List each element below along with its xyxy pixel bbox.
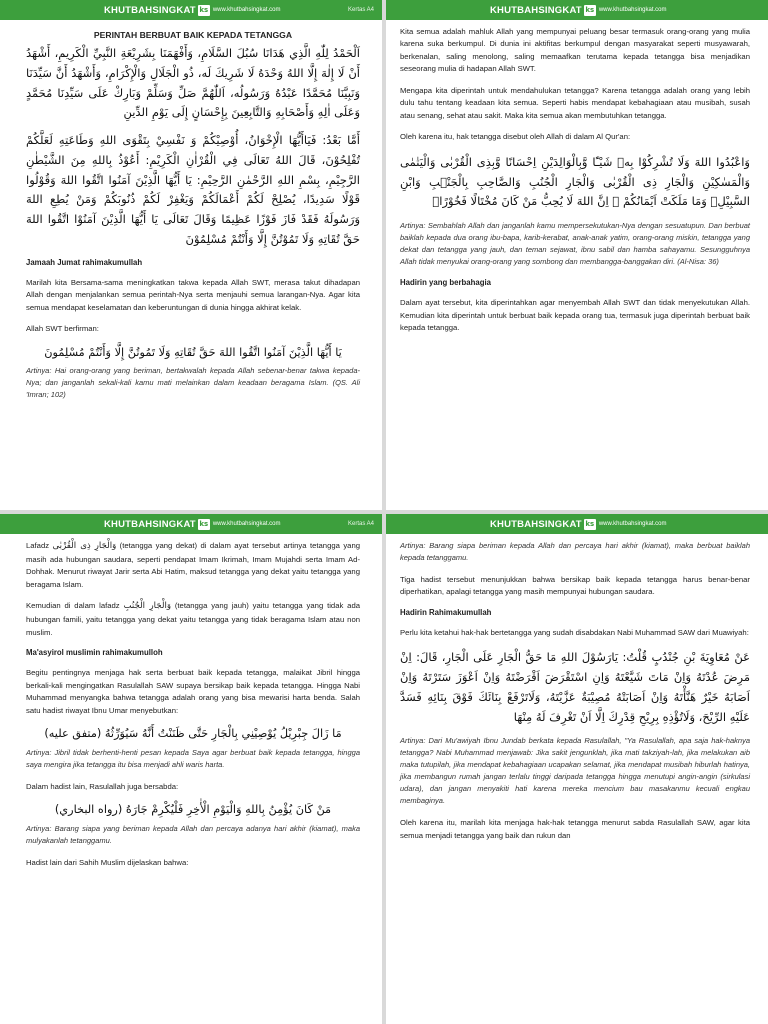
brand-name: KHUTBAHSINGKAT: [490, 518, 582, 530]
arabic-hadith: مَنْ كَانَ يُؤْمِنُ بِاللهِ وَالْيَوْمِ الْأٰخِرِ فَلْيُكْرِمْ جَارَهُ (رواه البخاري): [54, 803, 332, 817]
page-4: [386, 514, 768, 1024]
translation: Artinya: Barang siapa yang beriman kepada Allah dan percaya adanya hari akhir (kiamat), maka mulyakanlah tetanggamu.: [26, 824, 360, 846]
translation: Artinya: Barang siapa beriman kepada Allah dan percaya hari akhir (kiamat), maka berbuat baiklah kepada tetanggamu.: [400, 541, 750, 562]
site-url: www.khutbahsingkat.com: [212, 521, 281, 527]
page-title: PERINTAH BERBUAT BAIK KEPADA TETANGGA: [93, 30, 293, 40]
site-url: www.khutbahsingkat.com: [598, 7, 667, 13]
page-3: [0, 514, 382, 1024]
brand-logo-icon: ks: [199, 5, 209, 14]
arabic-hadith: مَا زَالَ جِبْرِيْلُ يُوْصِيْنِي بِالْجَارِ حَتَّى ظَنَنْتُ أَنَّهُ سَيُوَرِّثُهُ (متفق عليه): [44, 727, 342, 741]
arabic-opening: اَلْحَمْدُ لِلّٰهِ الَّذِي هَدَانَا سُبُلَ السَّلَامِ، وَأَفْهَمَنَا بِشَرِيْعَةِ النَّبِيِّ الْكَرِيمِ، أَشْهَدُ أَنْ لَا إِلٰهَ إِلَّا اللهُ وَحْدَهُ لَا شَرِيكَ لَه، ذُو الْجَلَالِ وَالْإِكْرَامِ، وَأَشْهَدُ أَنَّ سَيِّدَنَا وَنَبِيَّنَا مُحَمَّدًا عَبْدُهُ وَرَسُولُه، اَللّٰهُمَّ صَلِّ وَسَلِّمْ وَبَارِكْ عَلَى سَيِّدِنَا مُحَمَّدٍ وَعَلَى اٰلِهِ وَأَصْحَابِهِ وَالتَّابِعِينَ بِإِحْسَانٍ إِلَى يَوْمِ الدِّينِ: [26, 46, 360, 120]
paragraph: Begitu pentingnya menjaga hak serta berbuat baik kepada tetangga, malaikat Jibril hingga berkali-kali mengingatkan Rasulallah SAW supaya bersikap baik kepada tetangga. Hingga Nabi Muhammad menyangka bahwa tetangga adalah orang yang bisa mewarisi harta benda. Salah satu hadist riwayat Ibnu Umar menyebutkan:: [26, 668, 360, 715]
inline-arabic: وَالْجَارِ الْجُنُبِ: [123, 601, 171, 612]
section-heading: Hadirin Rahimakumullah: [400, 607, 492, 617]
brand-logo-icon: ks: [585, 5, 595, 14]
brand-logo-icon: ks: [585, 519, 595, 528]
paragraph: Allah SWT berfirman:: [26, 324, 99, 334]
paragraph: Dalam ayat tersebut, kita diperintahkan agar menyembah Allah SWT dan tidak menyekutukan Allah. Kemudian kita diperintah untuk berbuat baik kepada orang tua, termasuk juga diperintah berbuat baik kepada tetangga.: [400, 298, 750, 332]
page-header: [0, 0, 382, 20]
paragraph: Perlu kita ketahui hak-hak bertetangga yang sudah disabdakan Nabi Muhammad SAW dari Muawiyah:: [400, 627, 749, 637]
paragraph: Tiga hadist tersebut menunjukkan bahwa bersikap baik kepada tetangga harus benar-benar diperhatikan, apalagi tetangga yang masih mempunyai hubungan saudara.: [400, 575, 750, 597]
text-run: (tetangga yang jauh) yaitu tetangga yang tidak ada hubungan famili, yaitu tetangga yang dekat yaitu tetangga yang tidak beragama Islam atau non muslim.: [26, 601, 360, 637]
arabic-hadith: عَنْ مُعَاوِيَةَ بْنِ جُنْدُبٍ قُلْتُ: يَارَسُوْلَ اللهِ مَا حَقُّ الْجَارِ عَلَى الْجَارِ، قَالَ: اِنْ مَرِضَ عُدْتَهُ وَاِنْ مَاتَ شَيَّعْتَهُ وَاِنِ اسْتَقْرَضَ اَقْرَضْتَهُ وَاِنْ اَعْوَزَ سَتَرْتَهُ وَاِنْ اَصَابَهُ خَيْرٌ هَنَّأْتَهُ وَاِنْ اَصَابَتْهُ مُصِيْبَةٌ عَزَّيْتَهُ، وَلَاتَرْفَعْ بِنَائَكَ فَوْقَ بِنَائِهِ فَسَدَّ عَلَيْهِ الرِّيْحَ، وَلَاتُؤْذِهِ بِرِيْحِ قِدْرِكَ اِلَّا اَنْ تَغْرِفَ لَهُ مِنْهَا: [400, 650, 750, 724]
page-2: [386, 0, 768, 510]
paragraph: Mengapa kita diperintah untuk mendahulukan tetangga? Karena tetangga adalah orang yang lebih dulu tahu tentang keadaan kita semua. Seperti habis mendapat kebahagiaan atau musibah, susah atau senang, sehat atau sakit. Maka kita semua akan membutuhkan tetangga.: [400, 85, 750, 120]
translation: Artinya: Jibril tidak berhenti-henti pesan kepada Saya agar berbuat baik kepada tetangga, hingga saya mengira jika tetangga itu bisa menjadi ahli waris harta.: [26, 748, 360, 769]
text-run: Kemudian di dalam lafadz: [26, 601, 124, 611]
brand-name: KHUTBAHSINGKAT: [104, 4, 196, 16]
brand-name: KHUTBAHSINGKAT: [490, 4, 582, 16]
page-header: [0, 514, 382, 534]
arabic-verse: وَاعْبُدُوا اللهَ وَلَا تُشْرِكُوْا بِهٖ شَيْـًٔا وَّبِالْوَالِدَيْنِ اِحْسَانًا وَّبِذِى الْقُرْبٰى وَالْيَتٰمٰى وَالْمَسٰكِيْنِ وَالْجَارِ ذِى الْقُرْبٰى وَالْجَارِ الْجُنُبِ وَالصَّاحِبِ بِالْجَنْۢبِ وَابْنِ السَّبِيْلِۙ وَمَا مَلَكَتْ اَيْمَانُكُمْ ۗ اِنَّ اللهَ لَا يُحِبُّ مَنْ كَانَ مُخْتَالًا فَخُوْرًاۙ: [400, 154, 750, 209]
translation: Artinya: Sembahlah Allah dan janganlah kamu mempersekutukan-Nya dengan sesuatupun. Dan berbuat baiklah kepada dua orang ibu-bapa, karib-kerabat, anak-anak yatim, orang-orang miskin, tetangga yang dekat dan tetangga yang jauh, dan teman sejawat, ibnu sabil dan hamba sahayamu. Sesungguhnya Allah tidak menyukai orang-orang yang sombong dan membangga-banggakan diri. (Al-Nisa: 36): [400, 221, 750, 267]
paragraph: Oleh karena itu, marilah kita menjaga hak-hak tetangga menurut sabda Rasulallah SAW, agar kita semua menjadi tetangga yang baik dan rukun dan: [400, 818, 750, 840]
translation: Artinya: Dari Mu'awiyah Ibnu Jundab berkata kepada Rasulallah, "Ya Rasulallah, apa saja hak-haknya tetangga? Nabi Muhammad menjawab: Jika sakit jengunklah, jika mati takziyah-lah, jika melakukan aib maka tutupilah, jika mendapat kebahagiaan ucapakan selamat, jika mendapat musibah hiburlah hatinya, jika membangun rumah jangan terlalu tinggi daripada tetangga hingga menutupi angin-angin (sirkulasi udara), dan jangan menyakiti hati karena mereka mencium bau masakanmu kecuali engkau membaginya.: [400, 736, 750, 806]
paper-size-label: Kertas A4: [347, 521, 374, 527]
page-header: [386, 514, 768, 534]
page-1: [0, 0, 382, 510]
page-header: [386, 0, 768, 20]
paragraph: [26, 540, 360, 591]
paragraph: Oleh karena itu, hak tetangga disebut oleh Allah di dalam Al Qur'an:: [400, 132, 631, 142]
translation: Artinya: Hai orang-orang yang beriman, bertakwalah kepada Allah sebenar-benar takwa kepada-Nya; dan janganlah sekali-kali kamu mati melainkan dalam keadaan beragama Islam. (QS. Ali 'Imran; 102): [26, 366, 360, 400]
section-heading: Ma'asyirol muslimin rahimakumulloh: [26, 648, 163, 658]
paragraph: Dalam hadist lain, Rasulallah juga bersabda:: [26, 782, 179, 791]
arabic-verse: يَا أَيُّهَا الَّذِيْنَ آمَنُوا اتَّقُوا اللهَ حَقَّ تُقَاتِهِ وَلَا تَمُوتُنَّ إِلَّا وَأَنْتُمْ مُسْلِمُونَ: [44, 345, 342, 359]
text-run: (tetangga yang dekat) di dalam ayat tersebut artinya tetangga yang masih ada hubungan saudara, seperti pendapat Imam Ikrimah, Imam Mujahdi serta Imam Ad-Dohhak. Menurut riwayat Jarir serta Abi Hatim, maksud tetangga yang dekat yaitu tetangga yang beragama Islam.: [26, 541, 360, 589]
paragraph: Marilah kita Bersama-sama meningkatkan takwa kepada Allah SWT, merasa takut dihadapan Allah dengan menjalankan semua perintah-Nya serta menjauhi semua larangan-Nya. Agar kita semua mendapat keselamatan dan keberuntungan di dunia hingga akhirat kelak.: [26, 277, 360, 312]
paragraph: Hadist lain dari Sahih Muslim dijelaskan bahwa:: [26, 858, 189, 868]
section-heading: Jamaah Jumat rahimakumullah: [26, 257, 143, 267]
brand-name: KHUTBAHSINGKAT: [104, 518, 196, 530]
paper-size-label: Kertas A4: [347, 7, 374, 13]
paragraph: [26, 600, 360, 639]
section-heading: Hadirin yang berbahagia: [400, 278, 491, 288]
site-url: www.khutbahsingkat.com: [212, 7, 281, 13]
brand-logo-icon: ks: [199, 519, 209, 528]
site-url: www.khutbahsingkat.com: [598, 521, 667, 527]
inline-arabic: وَالْجَارِ ذِى الْقُرْبٰى: [52, 541, 117, 551]
paragraph: Kita semua adalah mahluk Allah yang mempunyai peluang besar termasuk orang-orang yang mulia karena suka berkumpul. Di dunia ini aktifitas berkumpul dengan masyarakat seperti musyawarah, berkenalan, saling menolong, saling memaafkan terutama kepada tetangga bisa menjadikan seseorang mulia di hadapan Allah SWT.: [400, 27, 750, 74]
arabic-wasiat: أَمَّا بَعْدُ: فَيَاأَيُّهَا الْإِخْوَانُ، أُوْصِيْكُمْ وَ نَفْسِيْ بِتَقْوَى اللهِ وَطَاعَتِهِ لَعَلَّكُمْ تُفْلِحُوْنَ، قَالَ اللهُ تَعَالَى فِي الْقُرْاٰنِ الْكَرِيْمِ: أَعُوْذُ بِاللهِ مِنَ الشَّيْطٰنِ الرَّجِيْمِ، بِسْمِ اللهِ الرَّحْمٰنِ الرَّحِيْمِ: يَا أَيُّهَا الَّذِيْنَ آمَنُوا اتَّقُوا اللهَ وَقُوْلُوا قَوْلًا سَدِيدًا، يُصْلِحْ لَكُمْ أَعْمَالَكُمْ وَيَغْفِرْ لَكُمْ ذُنُوبَكُمْ وَمَنْ يُطِعِ اللهَ وَرَسُولَهُ فَقَدْ فَازَ فَوْزًا عَظِيمًا وَقَالَ تَعَالَى يَا أَيُّهَا الَّذِيْنَ آمَنُوْا اتَّقُوا اللهَ حَقَّ تُقَاتِهِ وَلَا تَمُوْتُنَّ إِلَّا وَأَنْتُمْ مُسْلِمُوْنَ: [26, 133, 360, 246]
text-run: Lafadz: [26, 541, 53, 550]
